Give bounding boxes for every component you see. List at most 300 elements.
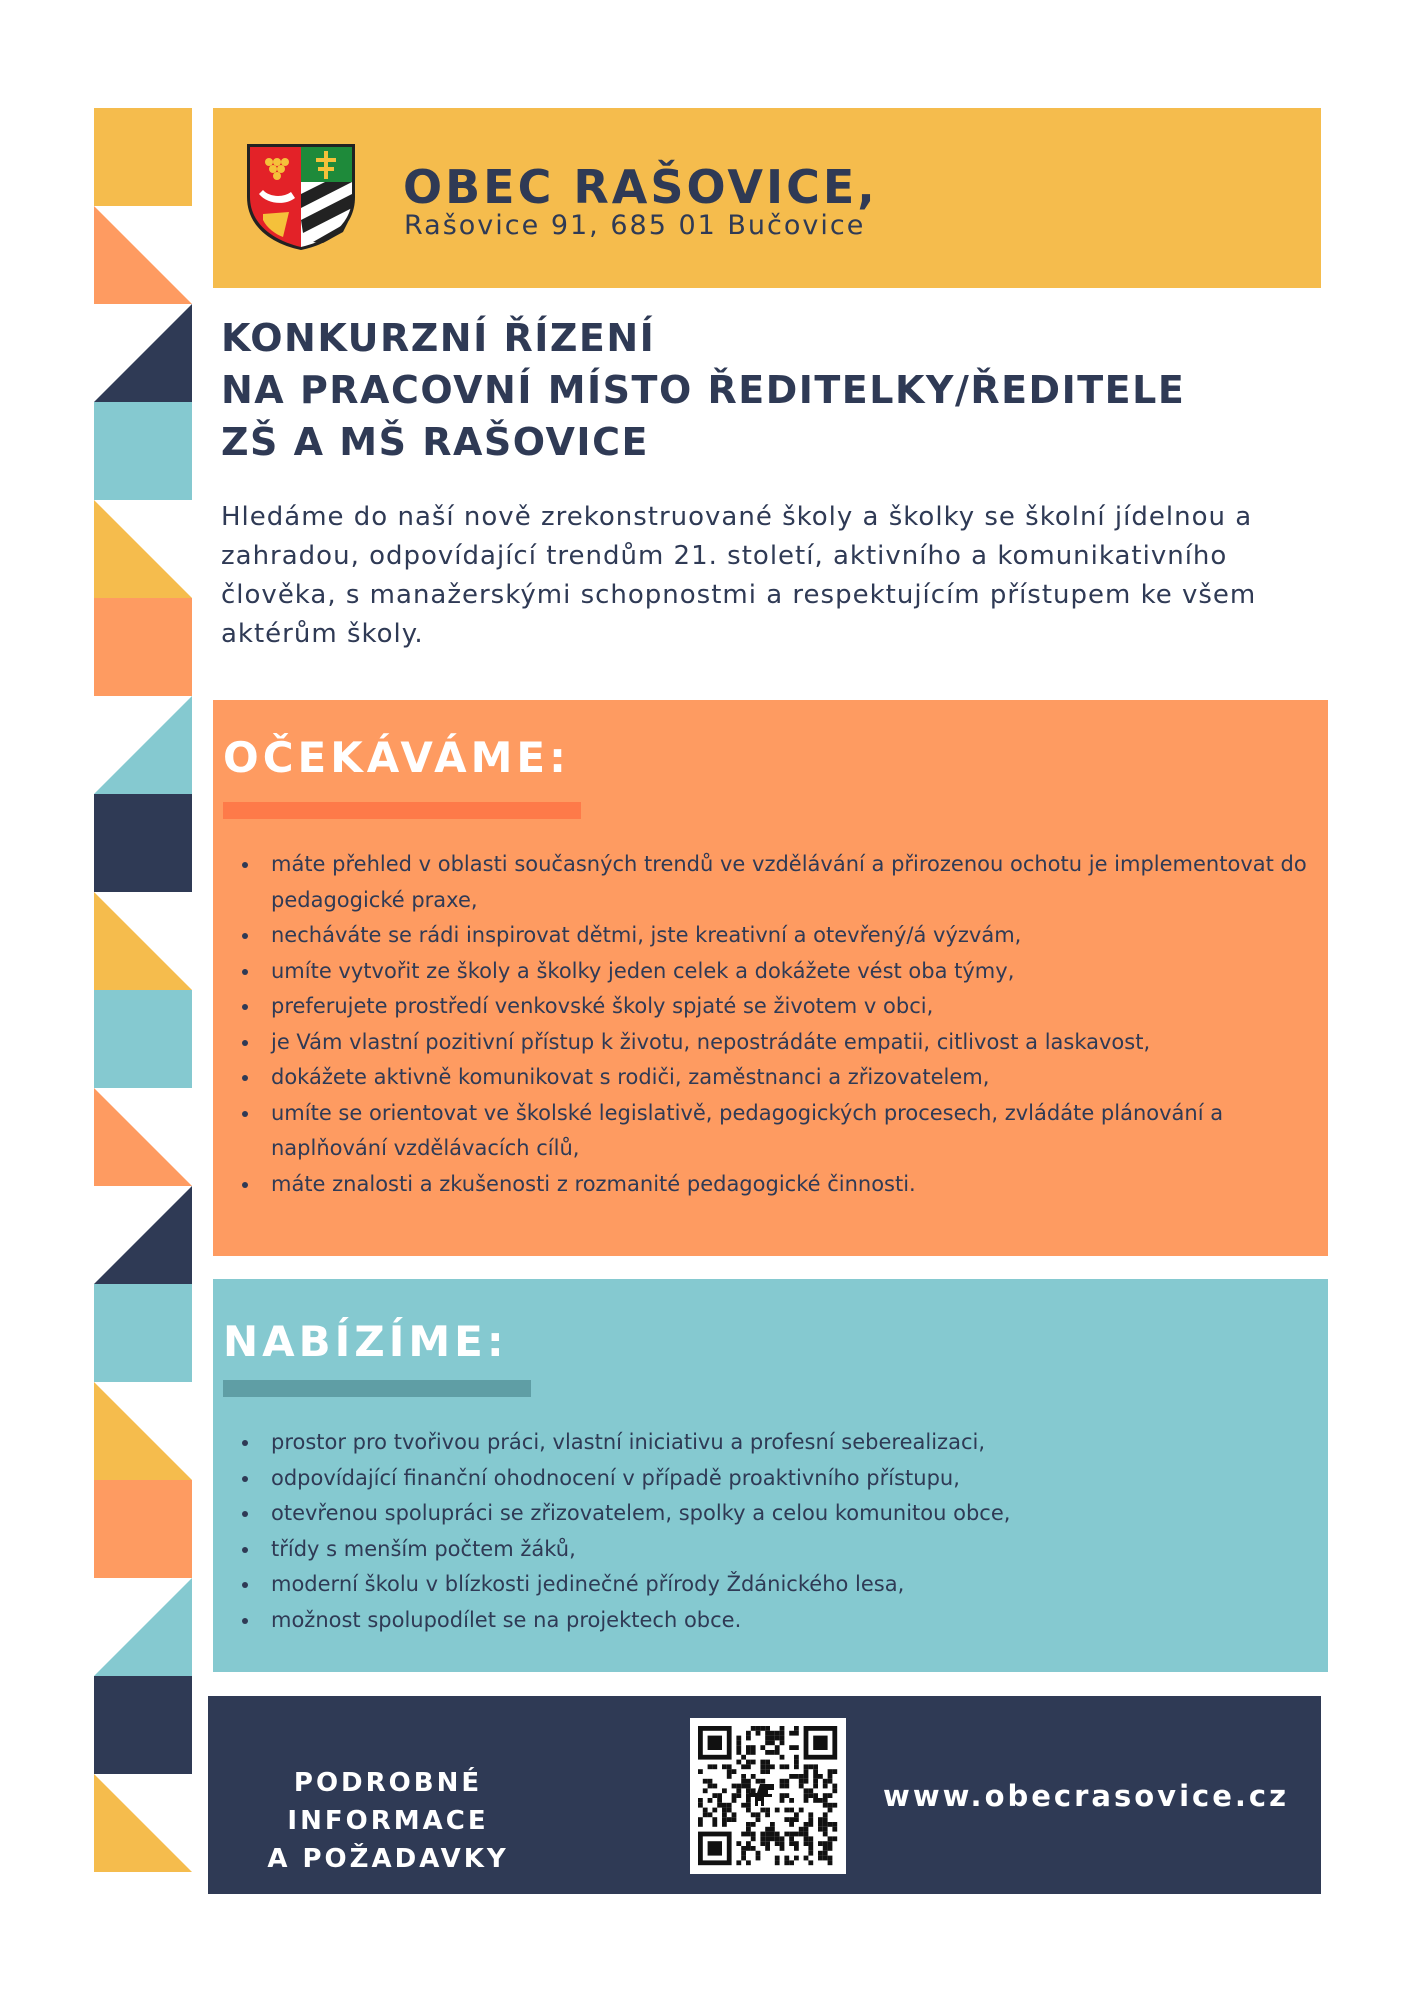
- qr-module: [712, 1808, 717, 1813]
- qr-module: [760, 1745, 765, 1750]
- qr-module: [832, 1769, 837, 1774]
- qr-module: [770, 1827, 775, 1832]
- qr-module: [784, 1793, 789, 1798]
- qr-module: [746, 1798, 751, 1803]
- qr-module: [828, 1856, 833, 1861]
- qr-module: [794, 1846, 799, 1851]
- qr-module: [789, 1832, 794, 1837]
- qr-module: [832, 1788, 837, 1793]
- qr-module: [804, 1832, 809, 1837]
- qr-module: [804, 1856, 809, 1861]
- qr-module: [732, 1812, 737, 1817]
- qr-module: [698, 1817, 703, 1822]
- qr-module: [756, 1856, 761, 1861]
- qr-module: [780, 1755, 785, 1760]
- qr-module: [732, 1769, 737, 1774]
- qr-module: [823, 1803, 828, 1808]
- block: [94, 1578, 192, 1676]
- list-item: • preferujete prostředí venkovské školy spjaté se životem v obci,: [261, 989, 1336, 1025]
- municipality-address: Rašovice 91, 685 01 Bučovice: [404, 210, 866, 241]
- qr-module: [756, 1851, 761, 1856]
- header-band: [213, 108, 1321, 288]
- qr-module: [813, 1764, 818, 1769]
- qr-module: [736, 1784, 741, 1789]
- expectations-list: [233, 847, 1336, 1202]
- qr-module: [789, 1822, 794, 1827]
- qr-module: [823, 1841, 828, 1846]
- qr-module: [808, 1812, 813, 1817]
- qr-module: [746, 1750, 751, 1755]
- block: [94, 990, 192, 1088]
- qr-module: [828, 1841, 833, 1846]
- qr-module: [818, 1827, 823, 1832]
- list-item: • možnost spolupodílet se na projektech obce.: [261, 1603, 1336, 1639]
- qr-module: [751, 1788, 756, 1793]
- qr-module: [775, 1731, 780, 1736]
- qr-module: [794, 1832, 799, 1837]
- qr-module: [770, 1764, 775, 1769]
- qr-module: [765, 1750, 770, 1755]
- qr-module: [732, 1793, 737, 1798]
- qr-module: [775, 1836, 780, 1841]
- qr-module: [765, 1808, 770, 1813]
- website-link[interactable]: www.obecrasovice.cz: [883, 1779, 1289, 1813]
- qr-module: [770, 1822, 775, 1827]
- qr-module: [808, 1846, 813, 1851]
- qr-module: [780, 1784, 785, 1789]
- block: [94, 1284, 192, 1382]
- qr-module: [736, 1736, 741, 1741]
- qr-module: [784, 1784, 789, 1789]
- qr-module: [751, 1832, 756, 1837]
- qr-module: [794, 1812, 799, 1817]
- qr-module: [765, 1769, 770, 1774]
- qr-module: [818, 1817, 823, 1822]
- list-item: • prostor pro tvořivou práci, vlastní iniciativu a profesní seberealizaci,: [261, 1425, 1336, 1461]
- qr-module: [813, 1784, 818, 1789]
- qr-module: [736, 1750, 741, 1755]
- qr-module: [741, 1784, 746, 1789]
- qr-module: [765, 1740, 770, 1745]
- block: [94, 892, 192, 990]
- qr-module: [765, 1827, 770, 1832]
- qr-module: [741, 1779, 746, 1784]
- qr-module: [823, 1779, 828, 1784]
- qr-module: [823, 1817, 828, 1822]
- qr-module: [789, 1808, 794, 1813]
- qr-module: [708, 1764, 713, 1769]
- qr-module: [789, 1774, 794, 1779]
- qr-module: [794, 1760, 799, 1765]
- qr-module: [789, 1836, 794, 1841]
- qr-module: [823, 1784, 828, 1789]
- heading-underline: [223, 1380, 531, 1397]
- qr-module: [746, 1803, 751, 1808]
- qr-module: [784, 1779, 789, 1784]
- qr-module: [736, 1760, 741, 1765]
- qr-module: [818, 1798, 823, 1803]
- qr-module: [780, 1779, 785, 1784]
- qr-module: [732, 1798, 737, 1803]
- block: [94, 500, 192, 598]
- list-item: • máte znalosti a zkušenosti z rozmanité pedagogické činnosti.: [261, 1167, 1336, 1203]
- qr-module: [770, 1731, 775, 1736]
- qr-module: [703, 1779, 708, 1784]
- qr-module: [808, 1817, 813, 1822]
- qr-module: [808, 1860, 813, 1865]
- qr-module: [775, 1808, 780, 1813]
- list-item: • třídy s menším počtem žáků,: [261, 1532, 1336, 1568]
- qr-module: [804, 1841, 809, 1846]
- block: [94, 598, 192, 696]
- qr-module: [722, 1812, 727, 1817]
- qr-module: [698, 1769, 703, 1774]
- qr-module: [722, 1764, 727, 1769]
- section-heading: NABÍZÍME:: [223, 1317, 508, 1366]
- qr-module: [794, 1726, 799, 1731]
- qr-module: [712, 1793, 717, 1798]
- qr-module: [775, 1856, 780, 1861]
- block: [94, 1382, 192, 1480]
- heading-underline: [223, 802, 581, 819]
- qr-module: [789, 1798, 794, 1803]
- qr-module: [828, 1774, 833, 1779]
- qr-module: [784, 1860, 789, 1865]
- block: [94, 108, 192, 206]
- title-line: NA PRACOVNÍ MÍSTO ŘEDITELKY/ŘEDITELE: [221, 368, 1186, 412]
- qr-module: [727, 1774, 732, 1779]
- qr-module: [789, 1860, 794, 1865]
- offer-list: [233, 1425, 1336, 1638]
- qr-module: [775, 1736, 780, 1741]
- qr-module: [760, 1832, 765, 1837]
- qr-module: [712, 1784, 717, 1789]
- qr-module: [751, 1774, 756, 1779]
- qr-module: [804, 1779, 809, 1784]
- qr-module: [832, 1784, 837, 1789]
- qr-module: [732, 1817, 737, 1822]
- qr-module: [784, 1817, 789, 1822]
- qr-module: [751, 1812, 756, 1817]
- qr-module: [804, 1774, 809, 1779]
- block: [94, 304, 192, 402]
- qr-module: [741, 1803, 746, 1808]
- list-item: • je Vám vlastní pozitivní přístup k životu, nepostrádáte empatii, citlivost a laskavost,: [261, 1025, 1336, 1061]
- qr-module: [823, 1793, 828, 1798]
- qr-module: [741, 1774, 746, 1779]
- expectations-section: [213, 700, 1328, 1256]
- qr-module: [828, 1846, 833, 1851]
- qr-module: [736, 1740, 741, 1745]
- list-item: • dokážete aktivně komunikovat s rodiči, zaměstnanci a zřizovatelem,: [261, 1060, 1336, 1096]
- qr-module: [741, 1851, 746, 1856]
- qr-module: [751, 1750, 756, 1755]
- qr-module: [828, 1793, 833, 1798]
- qr-module: [756, 1731, 761, 1736]
- qr-module: [804, 1827, 809, 1832]
- qr-module: [770, 1740, 775, 1745]
- qr-module: [794, 1856, 799, 1861]
- qr-module: [828, 1860, 833, 1865]
- qr-module: [813, 1774, 818, 1779]
- qr-module: [818, 1774, 823, 1779]
- qr-module: [708, 1779, 713, 1784]
- qr-module: [760, 1836, 765, 1841]
- qr-module: [828, 1822, 833, 1827]
- qr-module: [746, 1788, 751, 1793]
- qr-module: [722, 1822, 727, 1827]
- block: [94, 1088, 192, 1186]
- qr-module: [808, 1793, 813, 1798]
- qr-module: [808, 1851, 813, 1856]
- qr-module: [765, 1731, 770, 1736]
- qr-code-icon[interactable]: [690, 1718, 846, 1874]
- block: [94, 1676, 192, 1774]
- qr-finder-center: [708, 1736, 722, 1750]
- qr-module: [760, 1764, 765, 1769]
- qr-module: [736, 1860, 741, 1865]
- qr-module: [808, 1764, 813, 1769]
- qr-module: [746, 1827, 751, 1832]
- qr-module: [756, 1812, 761, 1817]
- block: [94, 1186, 192, 1284]
- qr-module: [780, 1793, 785, 1798]
- qr-module: [765, 1764, 770, 1769]
- qr-module: [804, 1836, 809, 1841]
- qr-module: [794, 1745, 799, 1750]
- qr-module: [756, 1817, 761, 1822]
- block: [94, 1774, 192, 1872]
- qr-module: [760, 1760, 765, 1765]
- qr-module: [813, 1769, 818, 1774]
- qr-module: [828, 1803, 833, 1808]
- decorative-strip: [94, 108, 192, 1996]
- list-item: • umíte vytvořit ze školy a školky jeden celek a dokážete vést oba týmy,: [261, 954, 1336, 990]
- block: [94, 402, 192, 500]
- qr-module: [717, 1798, 722, 1803]
- qr-module: [799, 1774, 804, 1779]
- qr-module: [794, 1731, 799, 1736]
- qr-module: [780, 1740, 785, 1745]
- qr-module: [823, 1812, 828, 1817]
- qr-module: [727, 1817, 732, 1822]
- qr-module: [760, 1726, 765, 1731]
- qr-module: [712, 1764, 717, 1769]
- qr-module: [832, 1827, 837, 1832]
- qr-module: [775, 1832, 780, 1837]
- qr-module: [746, 1764, 751, 1769]
- qr-module: [804, 1769, 809, 1774]
- qr-module: [727, 1803, 732, 1808]
- qr-module: [765, 1760, 770, 1765]
- qr-module: [794, 1774, 799, 1779]
- qr-module: [770, 1832, 775, 1837]
- offer-section: [213, 1279, 1328, 1672]
- qr-module: [736, 1745, 741, 1750]
- section-heading: OČEKÁVÁME:: [223, 733, 570, 782]
- qr-module: [765, 1736, 770, 1741]
- qr-module: [756, 1726, 761, 1731]
- qr-module: [765, 1812, 770, 1817]
- list-item: • odpovídající finanční ohodnocení v případě proaktivního přístupu,: [261, 1461, 1336, 1497]
- qr-module: [746, 1760, 751, 1765]
- qr-module: [703, 1808, 708, 1813]
- block: [94, 794, 192, 892]
- qr-module: [736, 1841, 741, 1846]
- qr-module: [808, 1822, 813, 1827]
- qr-module: [751, 1822, 756, 1827]
- qr-module: [717, 1793, 722, 1798]
- qr-module: [727, 1769, 732, 1774]
- qr-module: [770, 1750, 775, 1755]
- qr-module: [804, 1764, 809, 1769]
- qr-module: [732, 1784, 737, 1789]
- qr-module: [804, 1822, 809, 1827]
- qr-module: [799, 1784, 804, 1789]
- qr-module: [746, 1841, 751, 1846]
- qr-module: [746, 1736, 751, 1741]
- list-item: • máte přehled v oblasti současných trendů ve vzdělávání a přirozenou ochotu je implementovat do pedagogické praxe,: [261, 847, 1336, 918]
- qr-module: [741, 1846, 746, 1851]
- qr-module: [722, 1808, 727, 1813]
- qr-module: [698, 1822, 703, 1827]
- qr-module: [813, 1779, 818, 1784]
- qr-module: [818, 1851, 823, 1856]
- list-item: • otevřenou spolupráci se zřizovatelem, spolky a celou komunitou obce,: [261, 1496, 1336, 1532]
- qr-finder-center: [708, 1841, 722, 1855]
- qr-module: [823, 1822, 828, 1827]
- qr-module: [780, 1764, 785, 1769]
- qr-module: [789, 1817, 794, 1822]
- qr-module: [823, 1856, 828, 1861]
- qr-code-graphic: [690, 1718, 846, 1874]
- list-item: • necháváte se rádi inspirovat dětmi, jste kreativní a otevřený/á výzvám,: [261, 918, 1336, 954]
- qr-module: [775, 1860, 780, 1865]
- qr-finder-center: [813, 1736, 827, 1750]
- qr-module: [832, 1836, 837, 1841]
- qr-module: [804, 1788, 809, 1793]
- qr-module: [746, 1846, 751, 1851]
- qr-module: [751, 1846, 756, 1851]
- qr-module: [746, 1779, 751, 1784]
- qr-module: [712, 1822, 717, 1827]
- qr-module: [813, 1793, 818, 1798]
- qr-module: [789, 1841, 794, 1846]
- qr-module: [746, 1822, 751, 1827]
- qr-module: [765, 1846, 770, 1851]
- qr-module: [708, 1812, 713, 1817]
- qr-module: [794, 1764, 799, 1769]
- qr-module: [703, 1788, 708, 1793]
- qr-module: [765, 1836, 770, 1841]
- qr-module: [722, 1817, 727, 1822]
- qr-module: [775, 1750, 780, 1755]
- qr-module: [823, 1798, 828, 1803]
- qr-module: [698, 1803, 703, 1808]
- qr-module: [751, 1836, 756, 1841]
- intro-paragraph: Hledáme do naší nově zrekonstruované školy a školky se školní jídelnou a zahradou, odpovídající trendům 21. století, aktivního a komunikativního člověka, s manažerskými schopnostmi a respektujícím přístupem ke všem aktérům školy.: [221, 502, 1257, 649]
- list-item: • moderní školu v blízkosti jedinečné přírody Ždánického lesa,: [261, 1567, 1336, 1603]
- qr-module: [813, 1798, 818, 1803]
- qr-module: [727, 1764, 732, 1769]
- coat-of-arms-icon: [245, 142, 357, 252]
- qr-module: [765, 1832, 770, 1837]
- qr-module: [799, 1827, 804, 1832]
- qr-module: [780, 1841, 785, 1846]
- footer-info-line: PODROBNÉ INFORMACE: [287, 1768, 489, 1836]
- qr-module: [784, 1832, 789, 1837]
- qr-module: [780, 1726, 785, 1731]
- qr-module: [784, 1764, 789, 1769]
- qr-module: [794, 1817, 799, 1822]
- title-line: KONKURZNÍ ŘÍZENÍ: [221, 316, 656, 360]
- qr-module: [799, 1779, 804, 1784]
- qr-module: [770, 1836, 775, 1841]
- qr-module: [775, 1745, 780, 1750]
- qr-module: [698, 1798, 703, 1803]
- block: [94, 206, 192, 304]
- qr-module: [780, 1736, 785, 1741]
- qr-module: [765, 1841, 770, 1846]
- qr-module: [741, 1755, 746, 1760]
- qr-module: [712, 1817, 717, 1822]
- qr-module: [746, 1808, 751, 1813]
- qr-module: [828, 1779, 833, 1784]
- qr-module: [808, 1841, 813, 1846]
- qr-module: [789, 1745, 794, 1750]
- qr-module: [760, 1841, 765, 1846]
- qr-module: [804, 1798, 809, 1803]
- qr-module: [818, 1856, 823, 1861]
- qr-module: [818, 1822, 823, 1827]
- block: [94, 1480, 192, 1578]
- qr-module: [746, 1832, 751, 1837]
- qr-module: [823, 1851, 828, 1856]
- qr-module: [828, 1808, 833, 1813]
- qr-module: [717, 1803, 722, 1808]
- qr-module: [808, 1836, 813, 1841]
- qr-module: [760, 1808, 765, 1813]
- qr-module: [780, 1731, 785, 1736]
- qr-module: [775, 1841, 780, 1846]
- qr-module: [708, 1798, 713, 1803]
- qr-module: [751, 1726, 756, 1731]
- footer-band: [208, 1696, 1321, 1894]
- qr-module: [794, 1755, 799, 1760]
- qr-module: [741, 1832, 746, 1837]
- qr-module: [760, 1769, 765, 1774]
- qr-module: [780, 1846, 785, 1851]
- title-line: ZŠ A MŠ RAŠOVICE: [221, 420, 649, 464]
- qr-module: [722, 1788, 727, 1793]
- qr-module: [741, 1764, 746, 1769]
- qr-center-logo: [749, 1784, 774, 1806]
- qr-module: [818, 1841, 823, 1846]
- list-item: • umíte se orientovat ve školské legislativě, pedagogických procesech, zvládáte plánování a naplňování vzdělávacích cílů,: [261, 1096, 1336, 1167]
- page-title: [221, 312, 1321, 468]
- qr-module: [708, 1784, 713, 1789]
- qr-module: [751, 1745, 756, 1750]
- qr-module: [756, 1779, 761, 1784]
- qr-module: [832, 1822, 837, 1827]
- qr-module: [828, 1769, 833, 1774]
- qr-module: [804, 1793, 809, 1798]
- qr-module: [784, 1856, 789, 1861]
- qr-module: [784, 1808, 789, 1813]
- qr-module: [780, 1798, 785, 1803]
- qr-module: [823, 1827, 828, 1832]
- qr-module: [823, 1846, 828, 1851]
